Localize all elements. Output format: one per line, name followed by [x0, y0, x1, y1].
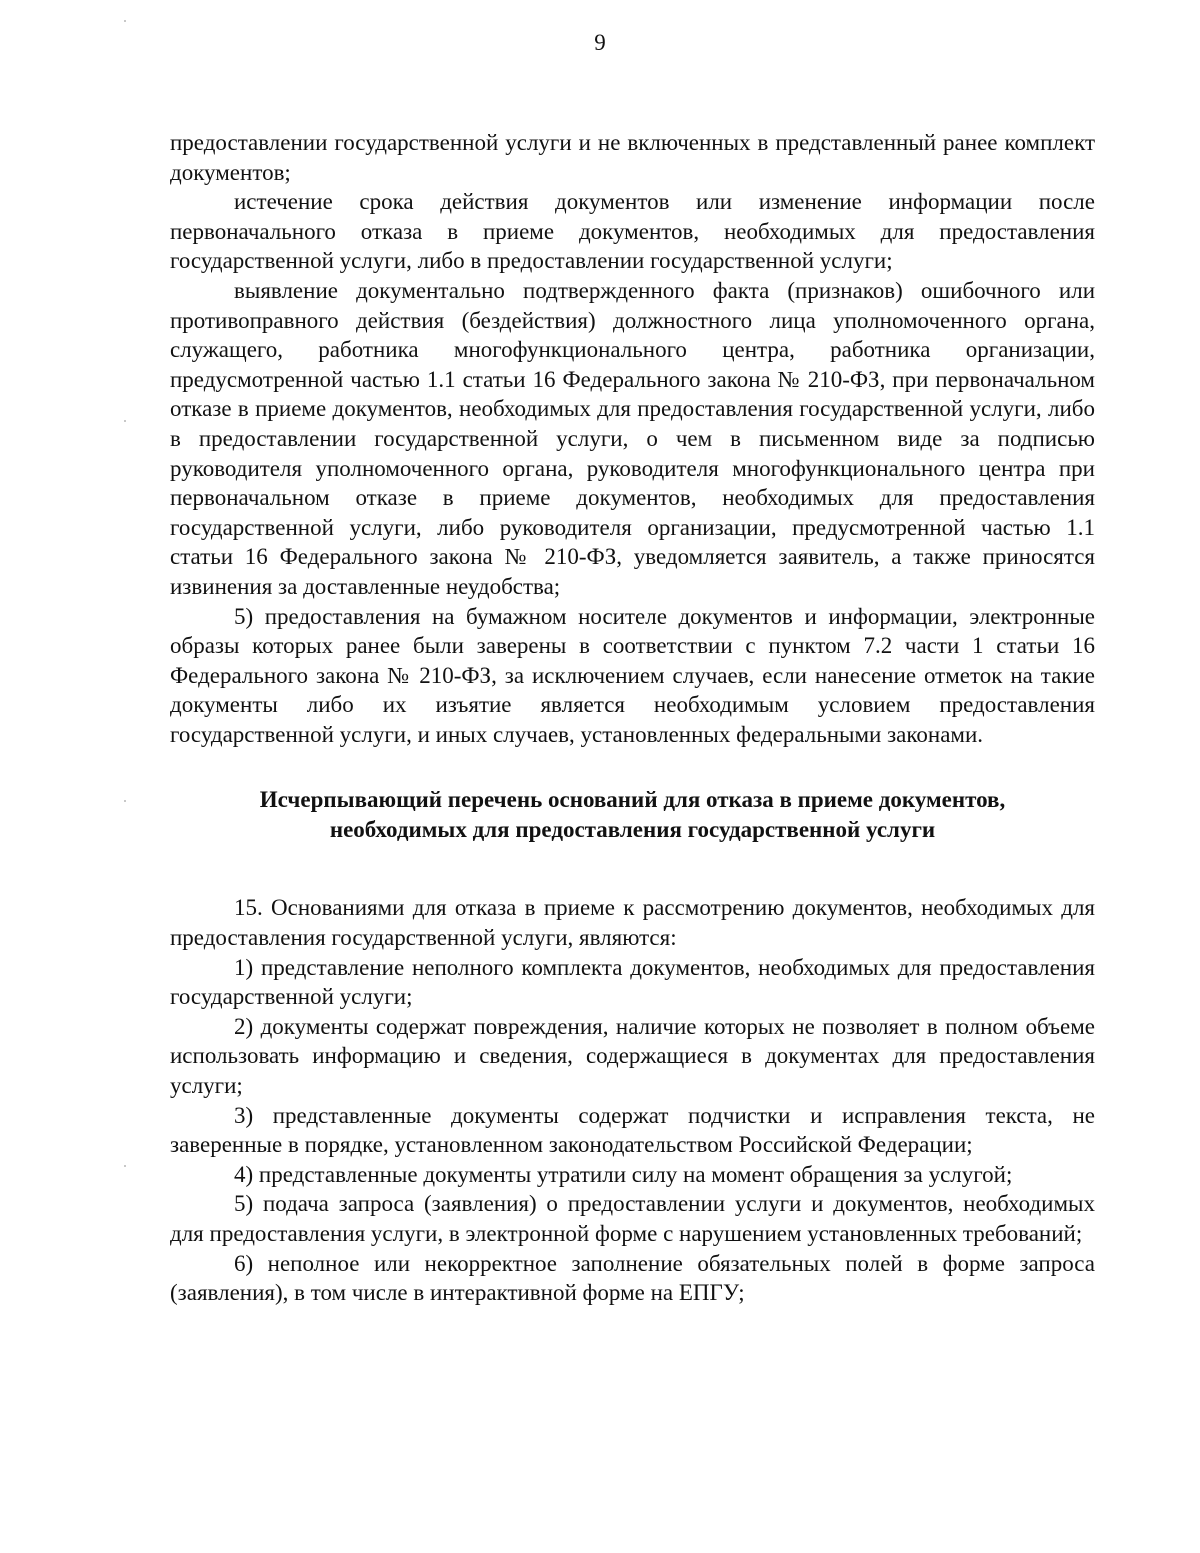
- document-body: [170, 128, 1095, 1308]
- margin-mark: [124, 20, 126, 22]
- paragraph: предоставлении государственной услуги и не включенных в представленный ранее комплект документов;: [170, 130, 1095, 185]
- margin-mark: [124, 420, 126, 422]
- list-item: 3) представленные документы содержат подчистки и исправления текста, не заверенные в порядке, установленном законодательством Российской Федерации;: [170, 1102, 1095, 1158]
- section-heading-line: Исчерпывающий перечень оснований для отказа в приеме документов,: [259, 787, 1006, 813]
- paragraph: истечение срока действия документов или изменение информации после первоначального отказа в приеме документов, необходимых для предоставления государственной услуги, либо в предоставлении государственной услуги;: [170, 189, 1095, 274]
- list-item: 4) представленные документы утратили силу на момент обращения за услугой;: [234, 1161, 1013, 1187]
- list-item: 2) документы содержат повреждения, наличие которых не позволяет в полном объеме использовать информацию и сведения, содержащиеся в документах для предоставления услуги;: [170, 1013, 1095, 1099]
- section-heading-line: необходимых для предоставления государственной услуги: [329, 817, 936, 843]
- paragraph: 15. Основаниями для отказа в приеме к рассмотрению документов, необходимых для предоставления государственной услуги, являются:: [170, 895, 1095, 951]
- margin-mark: [124, 800, 126, 802]
- margin-mark: [124, 1165, 126, 1167]
- page-number: 9: [594, 30, 606, 55]
- list-item: 1) представление неполного комплекта документов, необходимых для предоставления государственной услуги;: [170, 954, 1095, 1010]
- paragraph: 5) предоставления на бумажном носителе документов и информации, электронные образы которых ранее были заверены в соответствии с пунктом 7.2 части 1 статьи 16 Федерального закона № 210-ФЗ, за исключением случаев, если нанесение отметок на такие документы либо их изъятие является необходимым условием предоставления государственной услуги, и иных случаев, установленных федеральными законами.: [170, 603, 1095, 747]
- paragraph: выявление документально подтвержденного факта (признаков) ошибочного или противоправного действия (бездействия) должностного лица уполномоченного органа, служащего, работника многофункционального центра, работника организации, предусмотренной частью 1.1 статьи 16 Федерального закона № 210-ФЗ, при первоначальном отказе в приеме документов, необходимых для предоставления государственной услуги, либо в предоставлении государственной услуги, о чем в письменном виде за подписью руководителя уполномоченного органа, руководителя многофункционального центра при первоначальном отказе в приеме документов, необходимых для предоставления государственной услуги, либо руководителя организации, предусмотренной частью 1.1 статьи 16 Федерального закона № 210-ФЗ, уведомляется заявитель, а также приносятся извинения за доставленные неудобства;: [170, 277, 1095, 599]
- list-item: 5) подача запроса (заявления) о предоставлении услуги и документов, необходимых для предоставления услуги, в электронной форме с нарушением установленных требований;: [170, 1191, 1095, 1246]
- section-heading: [170, 785, 1095, 845]
- list-item: 6) неполное или некорректное заполнение обязательных полей в форме запроса (заявления), в том числе в интерактивной форме на ЕПГУ;: [170, 1250, 1095, 1306]
